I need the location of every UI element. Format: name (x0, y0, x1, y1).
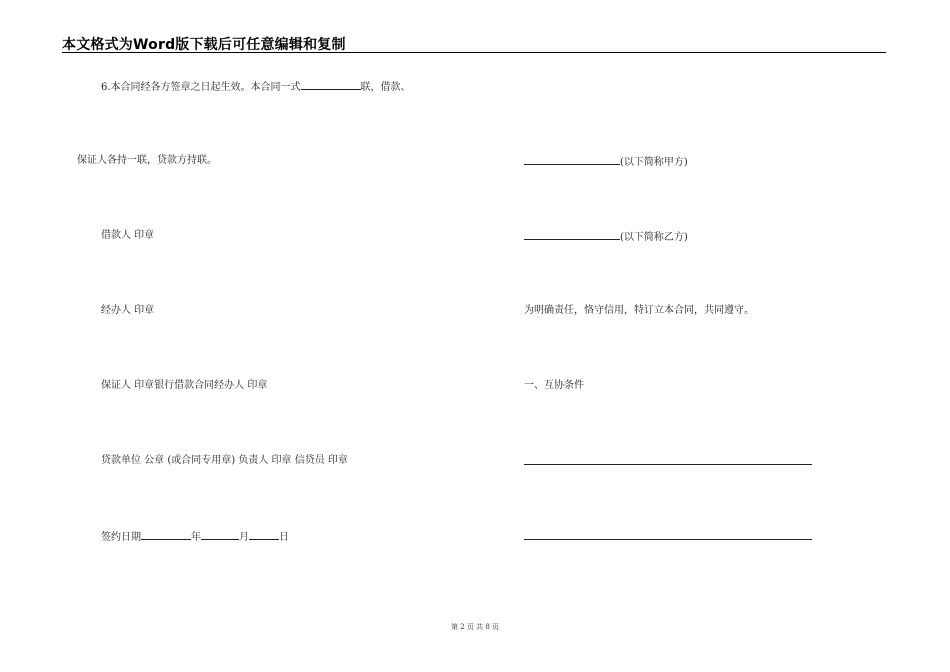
party-b-label: (以下简称乙方) (620, 232, 688, 243)
clause-6-text: 6.本合同经各方签章之日起生效。本合同一式 (101, 82, 301, 93)
borrower-seal-label: 借款人 印章 (101, 230, 155, 241)
party-b-blank (524, 229, 620, 240)
clause-6-line (101, 79, 411, 95)
guarantor-seal-label: 保证人 印章银行借款合同经办人 印章 (101, 380, 268, 391)
clause-6-text-end: 联，借款、 (360, 82, 411, 93)
year-blank (141, 529, 191, 540)
header-divider (62, 52, 886, 53)
blank-rule-2 (524, 539, 812, 540)
sign-date-line (101, 529, 289, 545)
document-header-title: 本文格式为Word版下载后可任意编辑和复制 (62, 37, 346, 53)
party-a-blank (524, 154, 620, 165)
lender-seal-label: 贷款单位 公章 (或合同专用章) 负责人 印章 信贷员 印章 (101, 455, 348, 466)
day-label: 日 (279, 532, 289, 543)
year-label: 年 (191, 532, 201, 543)
party-b-line (524, 229, 688, 245)
handler-seal-label: 经办人 印章 (101, 305, 155, 316)
page-prefix: 第 (450, 623, 458, 631)
month-label: 月 (239, 532, 249, 543)
party-a-line (524, 154, 688, 170)
sign-date-label: 签约日期 (101, 532, 141, 543)
blank-rule-1 (524, 464, 812, 465)
month-blank (201, 529, 239, 540)
page-suffix: 页 (492, 623, 500, 631)
page-middle: 页 共 (466, 623, 484, 631)
page-total: 8 (485, 623, 490, 631)
page-number (0, 622, 950, 632)
page-current: 2 (460, 623, 465, 631)
section-1-heading: 一、互协条件 (524, 380, 584, 391)
clause-6-continuation: 保证人各持一联，贷款方持联。 (77, 155, 217, 166)
contract-intro: 为明确责任，恪守信用，特订立本合同，共同遵守。 (524, 305, 754, 316)
day-blank (249, 529, 279, 540)
party-a-label: (以下简称甲方) (620, 157, 688, 168)
copies-blank (301, 79, 361, 90)
